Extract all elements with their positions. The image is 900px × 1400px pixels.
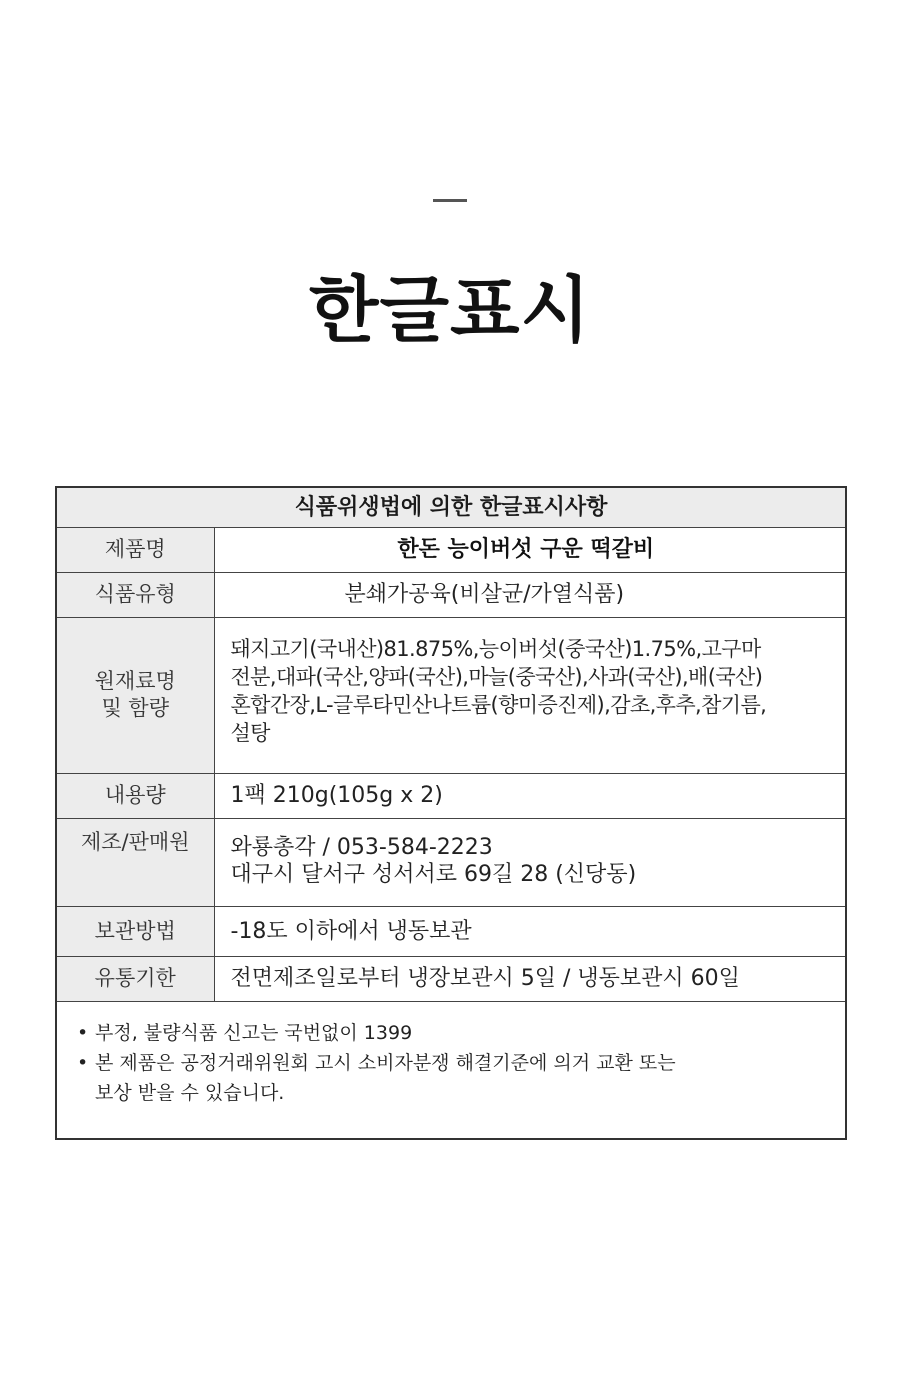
page-title: 한글표시 bbox=[308, 268, 592, 352]
note-line: 부정, 불량식품 신고는 국번없이 1399 bbox=[95, 1021, 413, 1044]
row-volume bbox=[56, 773, 846, 818]
manufacturer-value bbox=[214, 818, 846, 906]
korean-label-table bbox=[55, 486, 847, 1140]
row-food-type bbox=[56, 572, 846, 617]
row-notes bbox=[56, 1001, 846, 1139]
row-storage bbox=[56, 906, 846, 956]
notes-cell bbox=[56, 1001, 846, 1139]
note-line: 본 제품은 공정거래위원회 고시 소비자분쟁 해결기준에 의거 교환 또는 bbox=[95, 1051, 676, 1074]
manufacturer-line: 대구시 달서구 성서서로 69길 28 (신당동) bbox=[230, 861, 637, 887]
volume-value: 1팩 210g(105g x 2) bbox=[214, 773, 846, 818]
bullet-icon: • bbox=[77, 1021, 89, 1044]
ingredients-label bbox=[56, 617, 214, 773]
manufacturer-label: 제조/판매원 bbox=[56, 818, 214, 906]
table-header: 식품위생법에 의한 한글표시사항 bbox=[56, 487, 846, 527]
storage-label: 보관방법 bbox=[56, 906, 214, 956]
food-type-value: 분쇄가공육(비살균/가열식품) bbox=[214, 572, 846, 617]
volume-label: 내용량 bbox=[56, 773, 214, 818]
bullet-icon: • bbox=[77, 1051, 89, 1074]
ingredients-label-line: 및 함량 bbox=[101, 696, 170, 720]
product-name-label: 제품명 bbox=[56, 527, 214, 572]
food-type-label: 식품유형 bbox=[56, 572, 214, 617]
shelf-life-label: 유통기한 bbox=[56, 956, 214, 1001]
row-product-name bbox=[56, 527, 846, 572]
shelf-life-value: 전면제조일로부터 냉장보관시 5일 / 냉동보관시 60일 bbox=[214, 956, 846, 1001]
ingredients-label-line: 원재료명 bbox=[94, 669, 176, 693]
note-line: 보상 받을 수 있습니다. bbox=[95, 1081, 285, 1104]
manufacturer-line: 와룡총각 / 053-584-2223 bbox=[230, 834, 493, 860]
title-divider bbox=[433, 199, 467, 202]
row-ingredients bbox=[56, 617, 846, 773]
ingredients-line: 설탕 bbox=[230, 720, 270, 745]
ingredients-line: 돼지고기(국내산)81.875%,능이버섯(중국산)1.75%,고구마 bbox=[230, 636, 761, 661]
note-item bbox=[77, 1048, 845, 1108]
ingredients-line: 혼합간장,L-글루타민산나트륨(향미증진제),감초,후추,참기름, bbox=[230, 692, 767, 717]
row-shelf-life bbox=[56, 956, 846, 1001]
storage-value: -18도 이하에서 냉동보관 bbox=[214, 906, 846, 956]
ingredients-line: 전분,대파(국산,양파(국산),마늘(중국산),사과(국산),배(국산) bbox=[230, 664, 763, 689]
table-header-row bbox=[56, 487, 846, 527]
product-name-value: 한돈 능이버섯 구운 떡갈비 bbox=[214, 527, 846, 572]
ingredients-value bbox=[214, 617, 846, 773]
note-item bbox=[77, 1018, 845, 1048]
row-manufacturer bbox=[56, 818, 846, 906]
